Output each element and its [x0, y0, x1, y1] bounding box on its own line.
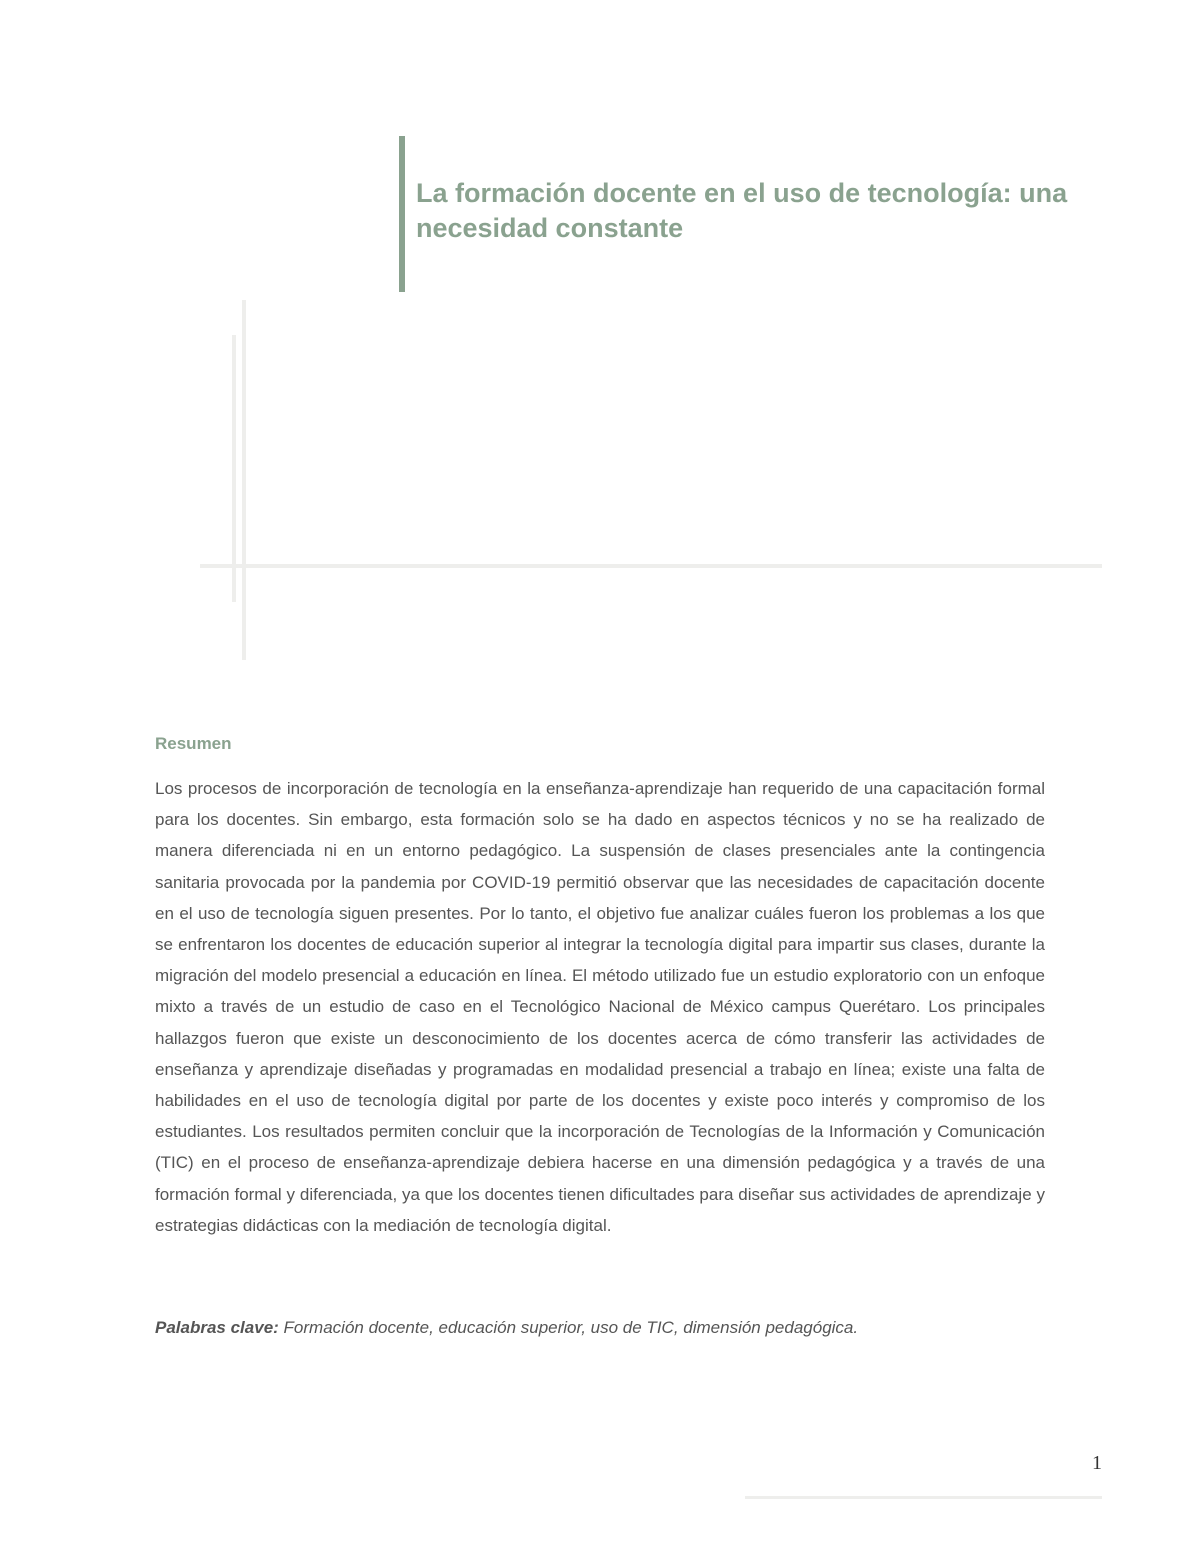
- decorative-vertical-line-inner: [232, 335, 236, 602]
- title-accent-bar: [399, 136, 405, 292]
- abstract-text: Los procesos de incorporación de tecnología en la enseñanza-aprendizaje han requerido de una capacitación formal para los docentes. Sin embargo, esta formación solo se ha dado en aspectos técnicos y no se ha realizado de manera diferenciada ni en un entorno pedagógico. La suspensión de clases presenciales ante la contingencia sanitaria provocada por la pandemia por COVID-19 permitió observar que las necesidades de capacitación docente en el uso de tecnología siguen presentes. Por lo tanto, el objetivo fue analizar cuáles fueron los problemas a los que se enfrentaron los docentes de educación superior al integrar la tecnología digital para impartir sus clases, durante la migración del modelo presencial a educación en línea. El método utilizado fue un estudio exploratorio con un enfoque mixto a través de un estudio de caso en el Tecnológico Nacional de México campus Querétaro. Los principales hallazgos fueron que existe un desconocimiento de los docentes acerca de cómo transferir las actividades de enseñanza y aprendizaje diseñadas y programadas en modalidad presencial a trabajo en línea; existe una falta de habilidades en el uso de tecnología digital por parte de los docentes y existe poco interés y compromiso de los estudiantes. Los resultados permiten concluir que la incorporación de Tecnologías de la Información y Comunicación (TIC) en el proceso de enseñanza-aprendizaje debiera hacerse en una dimensión pedagógica y a través de una formación formal y diferenciada, ya que los docentes tienen dificultades para diseñar sus actividades de aprendizaje y estrategias didácticas con la mediación de tecnología digital.: [155, 779, 1045, 1235]
- abstract-heading: Resumen: [155, 734, 232, 753]
- footer-divider: [745, 1496, 1102, 1499]
- page-number: 1: [1092, 1452, 1102, 1474]
- keywords-label: Palabras clave:: [155, 1318, 279, 1337]
- keywords: [155, 1315, 1045, 1341]
- keywords-text: Formación docente, educación superior, uso de TIC, dimensión pedagógica.: [283, 1318, 859, 1337]
- decorative-vertical-line: [242, 300, 246, 660]
- document-title: La formación docente en el uso de tecnología: una necesidad constante: [416, 178, 1068, 243]
- decorative-horizontal-line: [200, 564, 1102, 568]
